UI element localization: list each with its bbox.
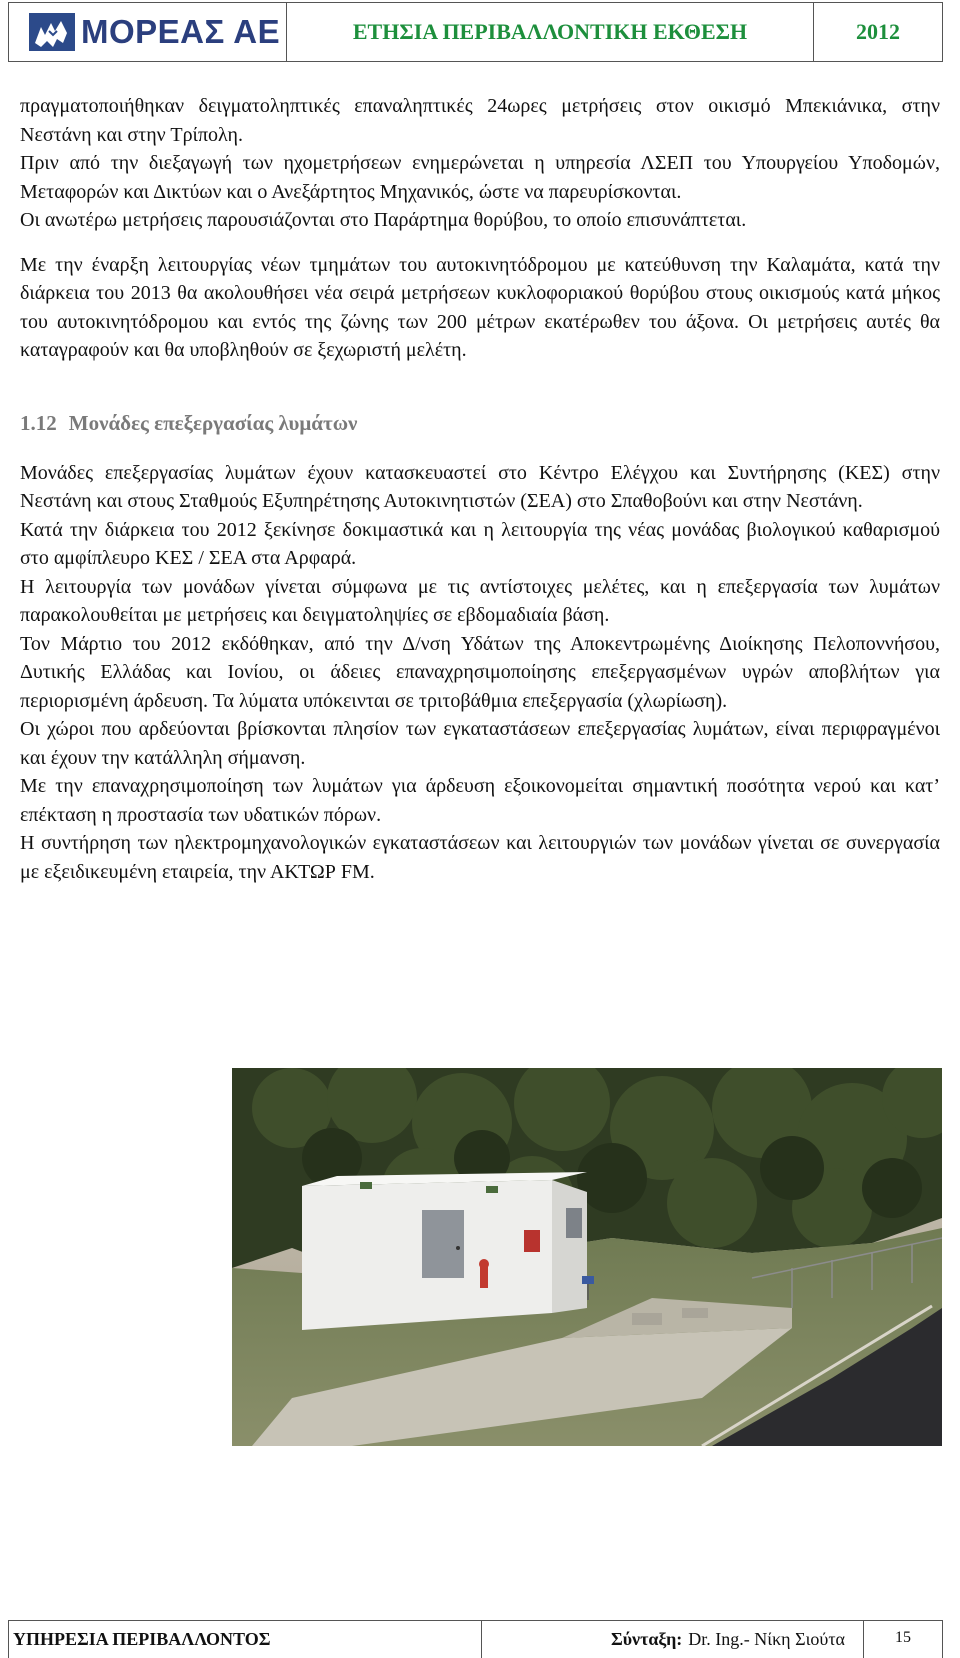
report-title: ΕΤΗΣΙΑ ΠΕΡΙΒΑΛΛΟΝΤΙΚΗ ΕΚΘΕΣΗ — [352, 19, 748, 44]
paragraph-noise-measurements: πραγματοποιήθηκαν δειγματοληπτικές επαναληπτικές 24ωρες μετρήσεις στον οικισμό Μπεκιάνικα, στην Νεστάνη και στην Τρίπολη. — [20, 95, 940, 146]
paragraph-operation-monitoring: Η λειτουργία των μονάδων γίνεται σύμφωνα με τις αντίστοιχες μελέτες, και η επεξεργασία των λυμάτων παρακολουθείται με μετρήσεις και δειγματοληψίες σε εβδομαδιαία βάση. — [20, 575, 940, 626]
report-title-cell — [287, 3, 814, 61]
paragraph-lsep-notice: Πριν από την διεξαγωγή των ηχομετρήσεων ενημερώνεται η υπηρεσία ΛΣΕΠ του Υπουργείου Υποδομών, Μεταφορών και Δικτύων και ο Ανεξάρτητος Μηχανικός, ώστε να παρευρίσκονται. — [20, 152, 940, 203]
company-logo — [9, 3, 287, 61]
section-title: Μονάδες επεξεργασίας λυμάτων — [68, 410, 358, 435]
paragraph-wastewater-units: Μονάδες επεξεργασίας λυμάτων έχουν κατασκευαστεί στο Κέντρο Ελέγχου και Συντήρησης (ΚΕΣ) στην Νεστάνη και στους Σταθμούς Εξυπηρέτησης Αυτοκινητιστών (ΣΕΑ) στο Σπαθοβούνι και στην Νεστάνη. — [20, 461, 940, 512]
document-body — [20, 92, 940, 886]
footer-department: ΥΠΗΡΕΣΙΑ ΠΕΡΙΒΑΛΛΟΝΤΟΣ — [13, 1629, 271, 1649]
report-year: 2012 — [856, 19, 900, 44]
footer-author-name: Dr. Ing.- Νίκη Σιούτα — [688, 1629, 845, 1649]
footer-author-cell — [482, 1621, 864, 1658]
logo-text: ΜΟΡΕΑΣ ΑΕ — [81, 13, 281, 50]
section-heading — [20, 409, 940, 437]
paragraph-future-measurements: Με την έναρξη λειτουργίας νέων τμημάτων του αυτοκινητόδρομου με κατεύθυνση την Καλαμάτα, κατά την διάρκεια του 2013 θα ακολουθήσει νέα σειρά μετρήσεων κυκλοφοριακού θορύβου στους οικισμούς κατά μήκος του αυτοκινητόδρομου και εντός της ζώνης των 200 μέτρων εκατέρωθεν του άξονα. Οι μετρήσεις αυτές θα καταγραφούν και θα υποβληθούν σε ξεχωριστή μελέτη. — [20, 253, 940, 361]
footer-department-cell — [9, 1621, 482, 1658]
footer-page-cell — [864, 1621, 942, 1658]
report-year-cell — [814, 3, 942, 61]
paragraph-reuse-permits: Τον Μάρτιο του 2012 εκδόθηκαν, από την Δ/νση Υδάτων της Αποκεντρωμένης Διοίκησης Πελοποννήσου, Δυτικής Ελλάδας και Ιονίου, οι άδειες επαναχρησιμοποίησης επεξεργασμένων υγρών αποβλήτων για περιορισμένη άρδευση. Τα λύματα υπόκεινται σε τριτοβάθμια επεξεργασία (χλωρίωση). — [20, 632, 940, 712]
logo-map-icon — [29, 13, 75, 51]
paragraph-water-savings: Με την επαναχρησιμοποίηση των λυμάτων για άρδευση εξοικονομείται σημαντική ποσότητα νερού και κατ’ επέκταση η προστασία των υδατικών πόρων. — [20, 775, 940, 826]
footer-author-label: Σύνταξη: — [610, 1629, 683, 1649]
paragraph-maintenance-contractor: Η συντήρηση των ηλεκτρομηχανολογικών εγκαταστάσεων και λειτουργιών των μονάδων γίνεται σε συνεργασία με εξειδικευμένη εταιρεία, την ΑΚΤΩΡ FM. — [20, 832, 940, 883]
page-footer — [8, 1620, 943, 1658]
page-number: 15 — [895, 1629, 911, 1646]
paragraph-annex-reference: Οι ανωτέρω μετρήσεις παρουσιάζονται στο Παράρτημα θορύβου, το οποίο επισυνάπτεται. — [20, 209, 747, 231]
page-header — [8, 2, 943, 62]
treatment-plant-photo — [232, 1068, 942, 1446]
paragraph-irrigated-areas: Οι χώροι που αρδεύονται βρίσκονται πλησίον των εγκαταστάσεων επεξεργασίας λυμάτων, είναι περιφραγμένοι και έχουν την κατάλληλη σήμανση. — [20, 718, 940, 769]
paragraph-arfara-unit: Κατά την διάρκεια του 2012 ξεκίνησε δοκιμαστικά και η λειτουργία της νέας μονάδας βιολογικού καθαρισμού στο αμφίπλευρο ΚΕΣ / ΣΕΑ στα Αρφαρά. — [20, 518, 940, 569]
section-number: 1.12 — [20, 410, 57, 435]
